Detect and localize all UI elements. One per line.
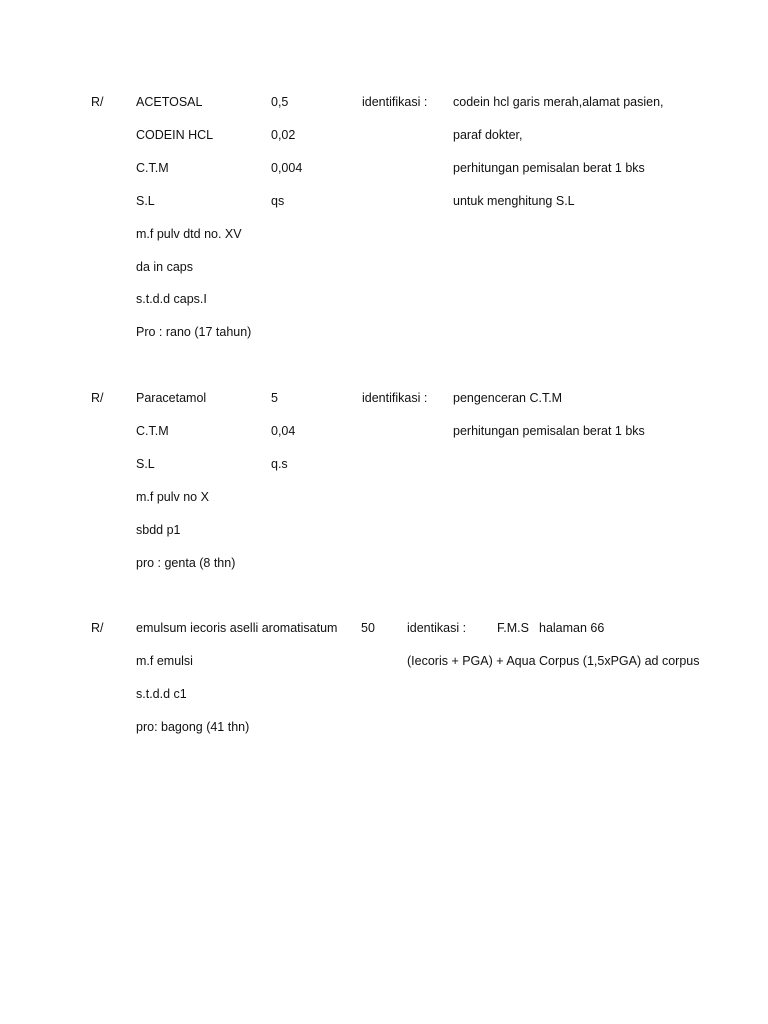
patient-line: pro: bagong (41 thn) (136, 720, 250, 734)
ingredient-name: C.T.M (136, 161, 169, 175)
rx-marker: R/ (91, 621, 104, 635)
identification-label: identifikasi : (362, 391, 428, 405)
ingredient-quantity: 0,02 (271, 128, 296, 142)
instruction-line: m.f pulv no X (136, 490, 209, 504)
ingredient-name: S.L (136, 194, 155, 208)
ingredient-name: ACETOSAL (136, 95, 203, 109)
identification-note: (Iecoris + PGA) + Aqua Corpus (1,5xPGA) ad corpus (407, 654, 700, 668)
reference-source: F.M.S (497, 621, 529, 635)
identification-note: untuk menghitung S.L (453, 194, 575, 208)
identification-note: paraf dokter, (453, 128, 523, 142)
ingredient-quantity: 0,5 (271, 95, 289, 109)
identification-note: codein hcl garis merah,alamat pasien, (453, 95, 664, 109)
instruction-line: s.t.d.d c1 (136, 687, 187, 701)
patient-line: pro : genta (8 thn) (136, 556, 236, 570)
instruction-line: da in caps (136, 260, 193, 274)
ingredient-quantity: 0,004 (271, 161, 303, 175)
ingredient-quantity: 50 (361, 621, 375, 635)
rx-marker: R/ (91, 95, 104, 109)
identification-note: perhitungan pemisalan berat 1 bks (453, 161, 645, 175)
rx-marker: R/ (91, 391, 104, 405)
ingredient-name: S.L (136, 457, 155, 471)
ingredient-name: emulsum iecoris aselli aromatisatum (136, 621, 338, 635)
ingredient-name: Paracetamol (136, 391, 207, 405)
identification-note: pengenceran C.T.M (453, 391, 563, 405)
identification-label: identikasi : (407, 621, 467, 635)
ingredient-quantity: qs (271, 194, 285, 208)
identification-note: perhitungan pemisalan berat 1 bks (453, 424, 645, 438)
ingredient-name: C.T.M (136, 424, 169, 438)
ingredient-quantity: q.s (271, 457, 288, 471)
instruction-line: sbdd p1 (136, 523, 181, 537)
ingredient-quantity: 0,04 (271, 424, 296, 438)
patient-line: Pro : rano (17 tahun) (136, 325, 252, 339)
ingredient-name: CODEIN HCL (136, 128, 214, 142)
identification-label: identifikasi : (362, 95, 428, 109)
ingredient-quantity: 5 (271, 391, 278, 405)
reference-page: halaman 66 (539, 621, 605, 635)
instruction-line: s.t.d.d caps.I (136, 292, 207, 306)
instruction-line: m.f emulsi (136, 654, 193, 668)
instruction-line: m.f pulv dtd no. XV (136, 227, 242, 241)
